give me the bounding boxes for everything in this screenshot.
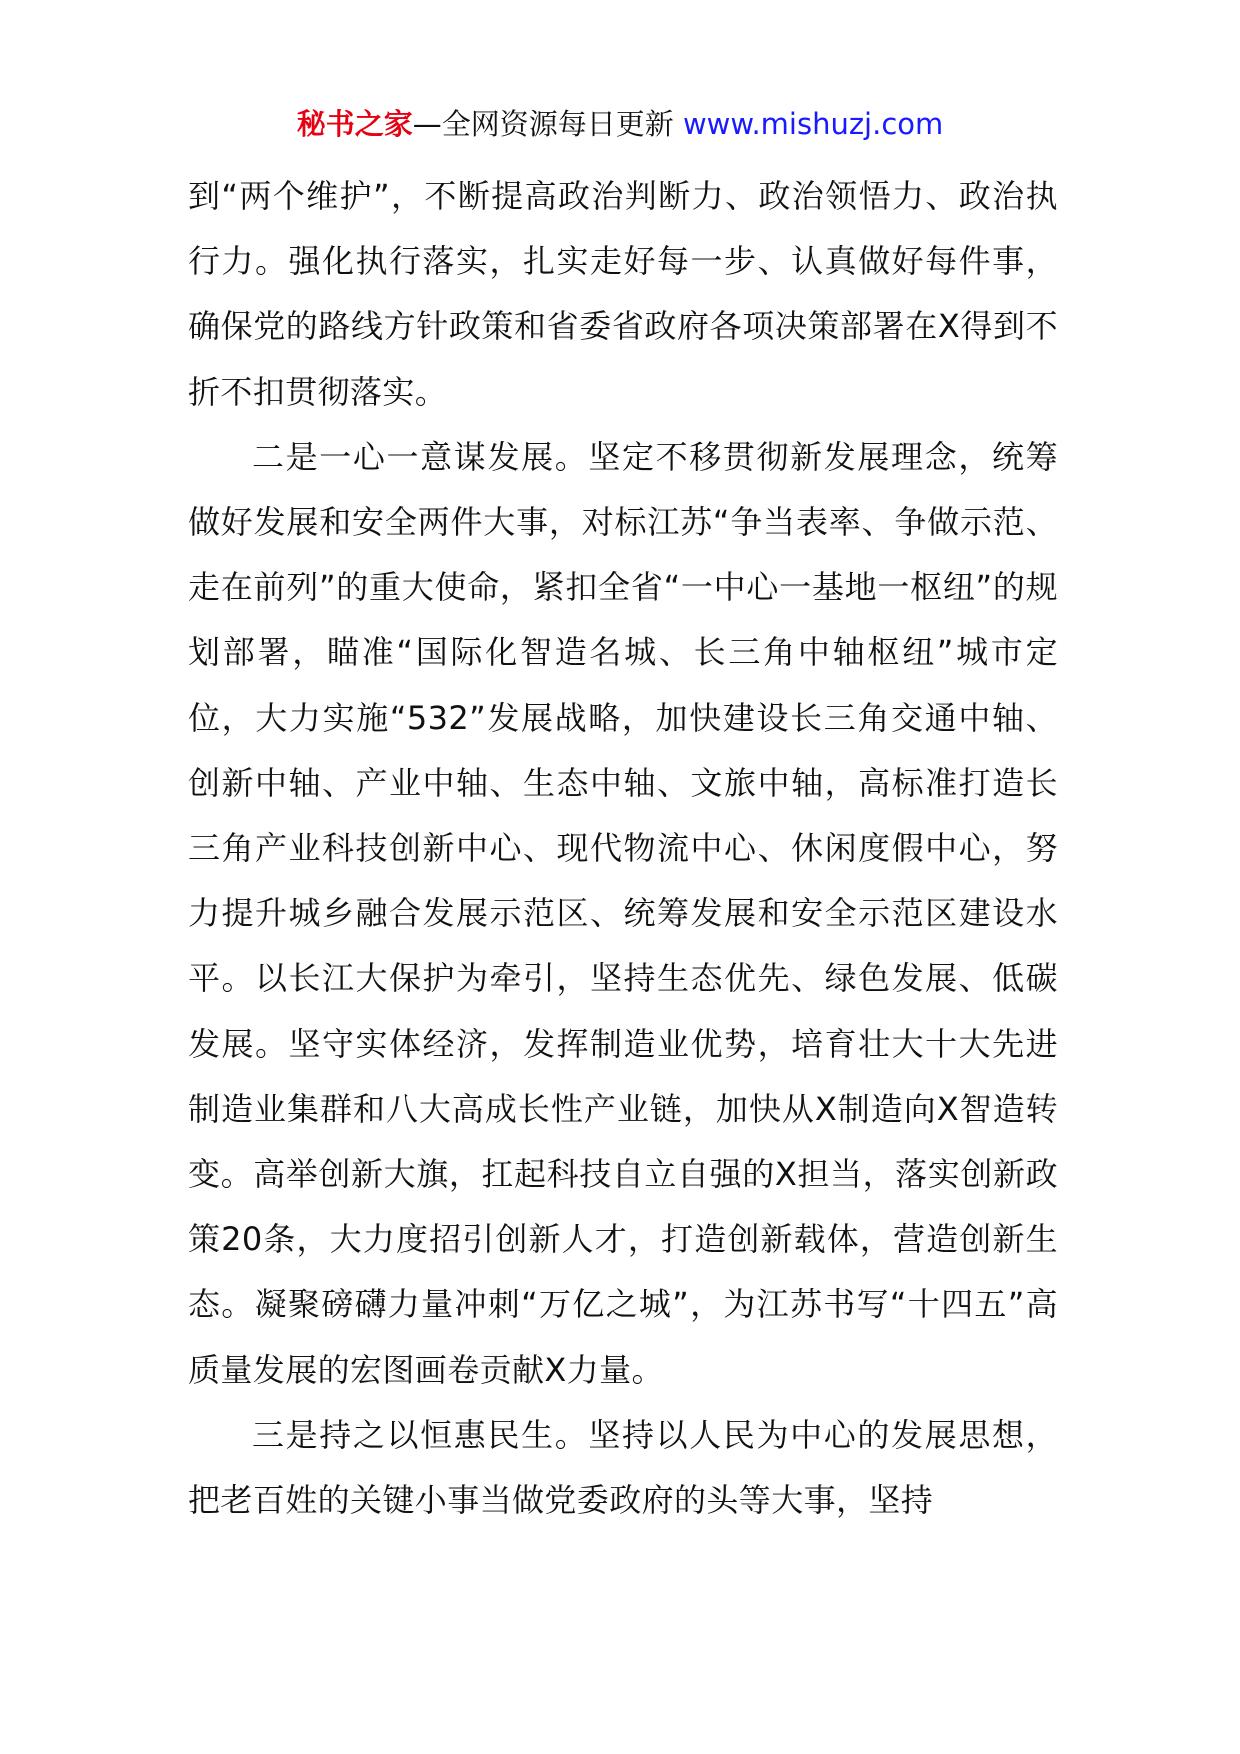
paragraph-two: 二是一心一意谋发展。坚定不移贯彻新发展理念，统筹做好发展和安全两件大事，对标江苏“争当表率、争做示范、走在前列”的重大使命，紧扣全省“一中心一基地一枢纽”的规划部署，瞄准“国际化智造名城、长三角中轴枢纽”城市定位，大力实施“532”发展战略，加快建设长三角交通中轴、创新中轴、产业中轴、生态中轴、文旅中轴，高标准打造长三角产业科技创新中心、现代物流中心、休闲度假中心，努力提升城乡融合发展示范区、统筹发展和安全示范区建设水平。以长江大保护为牵引，坚持生态优先、绿色发展、低碳发展。坚守实体经济，发挥制造业优势，培育壮大十大先进制造业集群和八大高成长性产业链，加快从X制造向X智造转变。高举创新大旗，扛起科技自立自强的X担当，落实创新政策20条，大力度招引创新人才，打造创新载体，营造创新生态。凝聚磅礴力量冲刺“万亿之城”，为江苏书写“十四五”高质量发展的宏图画卷贡献X力量。: [188, 437, 1058, 1389]
paragraph-continued: 到“两个维护”，不断提高政治判断力、政治领悟力、政治执行力。强化执行落实，扎实走好每一步、认真做好每件事，确保党的路线方针政策和省委省政府各项决策部署在X得到不折不扣贯彻落实。: [188, 177, 1058, 411]
header-brand: 秘书之家: [296, 107, 413, 141]
header-url-link[interactable]: www.mishuzj.com: [682, 107, 944, 141]
document-body: [188, 164, 1058, 1533]
paragraph-three: 三是持之以恒惠民生。坚持以人民为中心的发展思想，把老百姓的关键小事当做党委政府的头等大事，坚持: [188, 1415, 1058, 1520]
page-header: [0, 102, 1240, 146]
header-tagline: —全网资源每日更新: [412, 107, 674, 141]
